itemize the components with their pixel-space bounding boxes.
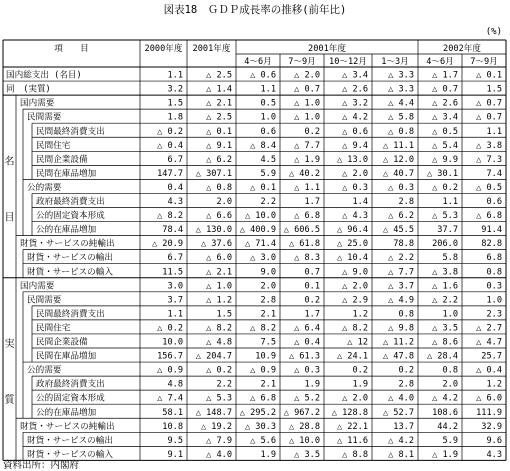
header-quarter-2001: 7～9月 (288, 57, 316, 67)
row-label: 公的在庫品増加 (36, 407, 97, 418)
table-cell: 1.0 (486, 295, 502, 306)
table-cell: △ 130.0 (195, 225, 232, 236)
table-cell: △ 3.2 (342, 98, 368, 109)
header-quarter-2001: 10～12月 (329, 57, 367, 67)
table-cell: 11.5 (162, 267, 183, 278)
table-cell: △ 2.9 (342, 295, 368, 306)
table-cell: 44.2 (437, 421, 458, 432)
table-cell: 0.2 (304, 126, 320, 137)
table-cell: △ 3.7 (388, 281, 414, 292)
row-label: 同 (実質) (6, 84, 51, 95)
source-note: 資料出所：内閣府 (3, 460, 80, 471)
table-cell: △ 25.0 (336, 239, 368, 250)
table-cell: 0.8 (442, 365, 458, 376)
table-cell: 1.9 (260, 449, 276, 460)
table-title: 図表18 ＧＤＰ成長率の推移(前年比) (163, 4, 347, 16)
table-cell: △ 3.8 (432, 267, 458, 278)
row-label: 公的固定資本形成 (36, 393, 105, 404)
table-cell: △ 0.7 (476, 98, 502, 109)
table-cell: △ 3.5 (294, 449, 320, 460)
table-cell: 2.0 (260, 281, 276, 292)
table-cell: △ 24.1 (336, 351, 368, 362)
table-cell: △ 0.4 (157, 140, 183, 151)
table-cell: 78.8 (393, 239, 414, 250)
table-cell: 147.7 (157, 168, 183, 179)
table-cell: 2.0 (442, 379, 458, 390)
table-cell: △ 19.2 (200, 421, 232, 432)
table-cell: △ 22.1 (336, 421, 368, 432)
table-cell: △ 2.0 (342, 168, 368, 179)
table-cell: 4.8 (167, 379, 183, 390)
table-cell: 0.1 (304, 281, 320, 292)
row-label: 公的需要 (27, 365, 62, 376)
table-cell: △ 1.0 (294, 112, 320, 123)
row-label: 国内需要 (20, 98, 55, 109)
table-cell: 4.5 (260, 154, 276, 165)
table-cell: △ 96.4 (336, 225, 368, 236)
table-cell: △ 0.1 (476, 70, 502, 81)
row-label: 財貨・サービスの輸入 (27, 267, 113, 278)
row-label: 民間住宅 (36, 140, 71, 151)
table-cell: △ 148.7 (195, 407, 232, 418)
table-cell: △ 8.6 (432, 337, 458, 348)
row-label: 財貨・サービスの輸入 (27, 449, 113, 460)
table-cell: △ 8.2 (250, 323, 276, 334)
table-cell: △ 8.2 (342, 323, 368, 334)
table-cell: △ 7.7 (388, 267, 414, 278)
row-label: 民間在庫品増加 (36, 351, 97, 362)
table-cell: △ 7.7 (294, 140, 320, 151)
table-cell: △ 61.8 (288, 239, 320, 250)
table-cell: 9.0 (260, 267, 276, 278)
table-cell: 111.9 (476, 407, 502, 418)
table-cell: △ 6.4 (294, 323, 320, 334)
table-cell: △ 6.8 (294, 211, 320, 222)
table-cell: △ 2.6 (342, 84, 368, 95)
header-group-2002: 2002年度 (443, 44, 481, 54)
table-cell: △ 3.0 (250, 253, 276, 264)
table-cell: △ 4.3 (342, 211, 368, 222)
table-cell: △ 8.4 (250, 140, 276, 151)
table-cell: △ 9.4 (342, 140, 368, 151)
table-cell: 2.1 (260, 309, 276, 320)
table-cell: 1.5 (486, 84, 502, 95)
table-cell: △ 30.3 (244, 421, 276, 432)
table-cell: △ 3.5 (432, 323, 458, 334)
table-cell: △ 2.2 (432, 295, 458, 306)
table-cell: 9.6 (486, 435, 502, 446)
table-cell: △ 28.4 (426, 351, 458, 362)
row-label: 財貨・サービスの輸出 (27, 435, 113, 446)
row-label: 公的固定資本形成 (36, 211, 105, 222)
table-cell: △ 13.0 (336, 154, 368, 165)
table-cell: 1.1 (167, 70, 183, 81)
table-cell: △ 5.3 (206, 393, 232, 404)
table-cell: △ 0.3 (294, 365, 320, 376)
table-cell: △ 6.0 (476, 393, 502, 404)
table-cell: 10.9 (255, 351, 276, 362)
table-cell: △ 0.2 (206, 365, 232, 376)
table-cell: 1.8 (167, 112, 183, 123)
table-cell: △ 4.7 (476, 337, 502, 348)
table-cell: 0.5 (260, 98, 276, 109)
row-label: 民間需要 (27, 112, 62, 123)
table-cell: △ 30.1 (426, 168, 458, 179)
table-cell: 2.8 (260, 295, 276, 306)
row-label: 公的需要 (27, 182, 62, 193)
table-cell: △ 7.4 (157, 393, 183, 404)
table-cell: △ 204.7 (195, 351, 232, 362)
header-quarter-2002: 4～6月 (426, 57, 454, 67)
table-cell: △ 400.9 (239, 225, 276, 236)
table-cell: 58.1 (162, 407, 183, 418)
row-label: 民間需要 (27, 295, 62, 306)
table-cell: △ 0.4 (294, 337, 320, 348)
table-cell: △ 2.2 (388, 253, 414, 264)
table-cell: △ 6.8 (476, 211, 502, 222)
table-cell: △ 4.0 (388, 393, 414, 404)
table-cell: 5.9 (260, 168, 276, 179)
table-cell: △ 8.8 (342, 449, 368, 460)
table-cell: △ 5.3 (432, 211, 458, 222)
table-cell: 1.1 (167, 309, 183, 320)
table-cell: △ 4.2 (432, 393, 458, 404)
table-cell: △ 1.6 (432, 281, 458, 292)
table-cell: △ 1.1 (294, 182, 320, 193)
table-cell: 10.0 (162, 337, 183, 348)
table-cell: △ 4.2 (388, 435, 414, 446)
table-cell: △ 71.4 (244, 239, 276, 250)
table-cell: △ 0.1 (250, 182, 276, 193)
table-cell: △ 10.0 (244, 211, 276, 222)
table-cell: 3.2 (167, 84, 183, 95)
table-cell: 0.6 (260, 126, 276, 137)
table-cell: △ 5.4 (432, 140, 458, 151)
table-cell: △ 4.4 (388, 98, 414, 109)
table-cell: △ 9.0 (342, 267, 368, 278)
row-label: 民間企業設備 (36, 154, 88, 165)
table-cell: 7.4 (486, 168, 502, 179)
table-cell: △ 8.1 (388, 449, 414, 460)
table-cell: 2.8 (398, 197, 414, 207)
table-cell: 13.7 (393, 421, 414, 432)
table-cell: △ 0.7 (294, 84, 320, 95)
table-cell: △ 2.1 (206, 267, 232, 278)
table-cell: △ 0.7 (432, 84, 458, 95)
table-cell: △ 2.5 (206, 70, 232, 81)
table-cell: 156.7 (157, 351, 183, 362)
table-cell: △ 3.3 (388, 70, 414, 81)
table-cell: 1.4 (352, 197, 368, 207)
table-cell: 2.8 (398, 379, 414, 390)
header-fy2001: 2001年度 (192, 44, 231, 54)
table-cell: △ 8.2 (206, 323, 232, 334)
table-cell: 0.8 (398, 309, 414, 320)
table-cell: △ 0.5 (432, 126, 458, 137)
table-cell: △ 28.8 (288, 421, 320, 432)
table-cell: 0.7 (304, 267, 320, 278)
table-cell: 1.2 (352, 309, 368, 320)
table-cell: 1.9 (352, 379, 368, 390)
table-cell: △ 6.8 (250, 393, 276, 404)
table-cell: △ 967.2 (283, 407, 320, 418)
table-cell: △ 9.8 (388, 323, 414, 334)
table-cell: 1.5 (167, 98, 183, 109)
table-cell: △ 3.4 (342, 70, 368, 81)
table-cell: △ 3.4 (432, 112, 458, 123)
table-cell: △ 2.7 (476, 323, 502, 334)
table-cell: 4.3 (486, 449, 502, 460)
table-cell: 0.4 (167, 182, 183, 193)
table-cell: 0.3 (486, 281, 502, 292)
table-cell: 5.9 (442, 435, 458, 446)
table-cell: 1.7 (304, 197, 320, 207)
header-fy2000: 2000年度 (144, 44, 183, 54)
table-cell: 9.1 (167, 449, 183, 460)
table-cell: △ 2.6 (432, 98, 458, 109)
row-label: 財貨・サービスの純輸出 (20, 239, 115, 250)
row-label: 民間在庫品増加 (36, 168, 97, 179)
table-cell: △ 5.8 (388, 112, 414, 123)
table-cell: △ 11.2 (382, 337, 414, 348)
row-label: 民間最終消費支出 (36, 126, 105, 137)
table-cell: △ 2.0 (342, 281, 368, 292)
table-cell: △ 0.4 (476, 365, 502, 376)
table-cell: △ 4.0 (206, 449, 232, 460)
row-label: 民間最終消費支出 (36, 309, 105, 320)
table-cell: △ 1.4 (206, 84, 232, 95)
table-cell: 82.8 (481, 239, 502, 250)
table-cell: △ 10.0 (288, 435, 320, 446)
table-cell: △ 128.8 (331, 407, 368, 418)
table-cell: △ 0.6 (250, 70, 276, 81)
row-label: 国内需要 (20, 281, 55, 292)
section-label-real: 質 (4, 395, 15, 407)
table-cell: 5.8 (442, 253, 458, 264)
table-cell: 2.0 (216, 197, 232, 207)
table-cell: 37.7 (437, 225, 458, 236)
table-cell: 4.3 (167, 197, 183, 207)
table-cell: △ 20.9 (151, 239, 183, 250)
table-cell: 6.7 (167, 154, 183, 165)
header-quarter-2001: 4～6月 (244, 57, 272, 67)
table-cell: △ 1.2 (206, 295, 232, 306)
table-cell: 1.1 (486, 126, 502, 137)
table-cell: △ 4.9 (388, 295, 414, 306)
row-label: 国内総支出 (名目) (6, 70, 82, 81)
table-cell: 10.8 (162, 421, 183, 432)
table-cell: △ 2.0 (342, 393, 368, 404)
table-cell: △ 6.0 (206, 253, 232, 264)
table-cell: △ 40.2 (288, 168, 320, 179)
table-cell: 108.6 (432, 407, 458, 418)
table-cell: 1.1 (260, 84, 276, 95)
table-cell: △ 0.8 (206, 182, 232, 193)
table-cell: △ 0.3 (342, 182, 368, 193)
table-cell: △ 8.2 (157, 211, 183, 222)
table-cell: △ 0.7 (476, 112, 502, 123)
table-cell: △ 1.0 (206, 281, 232, 292)
table-cell: 78.4 (162, 225, 183, 236)
table-cell: △ 37.6 (200, 239, 232, 250)
row-label: 公的在庫品増加 (36, 225, 97, 236)
table-cell: △ 1.9 (432, 449, 458, 460)
table-cell: 91.4 (481, 225, 502, 236)
table-cell: △ 0.2 (432, 182, 458, 193)
table-cell: 2.3 (486, 309, 502, 320)
table-cell: △ 0.9 (250, 365, 276, 376)
table-cell: △ 12 (347, 337, 368, 348)
table-cell: △ 0.6 (342, 126, 368, 137)
section-label-nominal: 名 (4, 156, 15, 168)
table-cell: △ 1.0 (294, 98, 320, 109)
section-label-nominal: 目 (4, 212, 15, 224)
table-cell: 25.7 (481, 351, 502, 362)
table-cell: 0.2 (352, 365, 368, 376)
table-cell: △ 7.3 (476, 154, 502, 165)
table-cell: △ 4.2 (342, 112, 368, 123)
table-cell: 0.2 (398, 365, 414, 376)
table-cell: △ 5.2 (294, 393, 320, 404)
table-cell: △ 307.1 (195, 168, 232, 179)
table-cell: 0.6 (486, 197, 502, 207)
table-cell: △ 2.5 (206, 112, 232, 123)
row-label: 民間企業設備 (36, 337, 88, 348)
table-cell: 32.9 (481, 421, 502, 432)
table-cell: △ 6.2 (206, 154, 232, 165)
row-label: 財貨・サービスの純輸出 (20, 421, 115, 432)
table-cell: 0.8 (486, 267, 502, 278)
header-quarter-2001: 1～3月 (381, 57, 409, 67)
table-cell: △ 2.1 (206, 98, 232, 109)
table-cell: △ 1.7 (432, 70, 458, 81)
header-group-2001: 2001年度 (308, 44, 346, 54)
table-cell: 1.9 (304, 379, 320, 390)
table-cell: 1.5 (216, 309, 232, 320)
table-cell: 1.0 (442, 309, 458, 320)
section-label-real: 実 (4, 339, 15, 351)
table-cell: △ 0.2 (157, 126, 183, 137)
table-cell: △ 0.9 (157, 365, 183, 376)
table-cell: △ 6.6 (206, 211, 232, 222)
table-cell: △ 45.5 (382, 225, 414, 236)
unit-label: (%) (485, 27, 502, 37)
table-cell: △ 7.9 (206, 435, 232, 446)
row-label: 政府最終消費支出 (36, 197, 105, 207)
table-cell: 6.8 (486, 253, 502, 264)
table-cell: △ 61.3 (288, 351, 320, 362)
table-cell: △ 9.1 (206, 140, 232, 151)
table-cell: 1.7 (304, 309, 320, 320)
table-cell: △ 8.3 (294, 253, 320, 264)
table-cell: △ 0.2 (157, 323, 183, 334)
table-cell: △ 11.6 (336, 435, 368, 446)
table-cell: △ 5.6 (250, 435, 276, 446)
table-cell: △ 12.0 (382, 154, 414, 165)
table-cell: △ 0.8 (388, 126, 414, 137)
table-cell: △ 295.2 (239, 407, 276, 418)
table-cell: 3.0 (167, 281, 183, 292)
table-cell: 1.1 (442, 197, 458, 207)
header-quarter-2002: 7～9月 (470, 57, 498, 67)
table-cell: △ 0.1 (206, 126, 232, 137)
table-cell: 9.5 (167, 435, 183, 446)
table-cell: △ 4.8 (206, 337, 232, 348)
table-cell: △ 0.5 (476, 182, 502, 193)
table-cell: 0.2 (304, 295, 320, 306)
table-cell: △ 40.7 (382, 168, 414, 179)
table-cell: 6.7 (167, 253, 183, 264)
table-cell: 2.2 (260, 197, 276, 207)
table-cell: △ 606.5 (283, 225, 320, 236)
table-cell: 1.2 (486, 379, 502, 390)
table-cell: 7.5 (260, 337, 276, 348)
table-cell: △ 3.3 (388, 84, 414, 95)
table-cell: △ 2.0 (294, 70, 320, 81)
table-cell: △ 1.9 (294, 154, 320, 165)
table-cell: △ 9.9 (432, 154, 458, 165)
table-cell: △ 6.2 (388, 211, 414, 222)
table-cell: 206.0 (432, 239, 458, 250)
row-label: 政府最終消費支出 (36, 379, 105, 390)
table-cell: △ 11.1 (382, 140, 414, 151)
header-item: 項 目 (54, 44, 89, 54)
table-cell: △ 3.8 (476, 140, 502, 151)
table-cell: 3.7 (167, 295, 183, 306)
table-cell: △ 52.7 (382, 407, 414, 418)
table-cell: △ 0.3 (388, 182, 414, 193)
table-cell: 2.1 (260, 379, 276, 390)
table-cell: 1.0 (260, 112, 276, 123)
table-cell: △ 10.4 (336, 253, 368, 264)
row-label: 財貨・サービスの輸出 (27, 253, 113, 264)
row-label: 民間住宅 (36, 323, 71, 334)
table-cell: 2.2 (216, 379, 232, 390)
table-cell: △ 47.8 (382, 351, 414, 362)
